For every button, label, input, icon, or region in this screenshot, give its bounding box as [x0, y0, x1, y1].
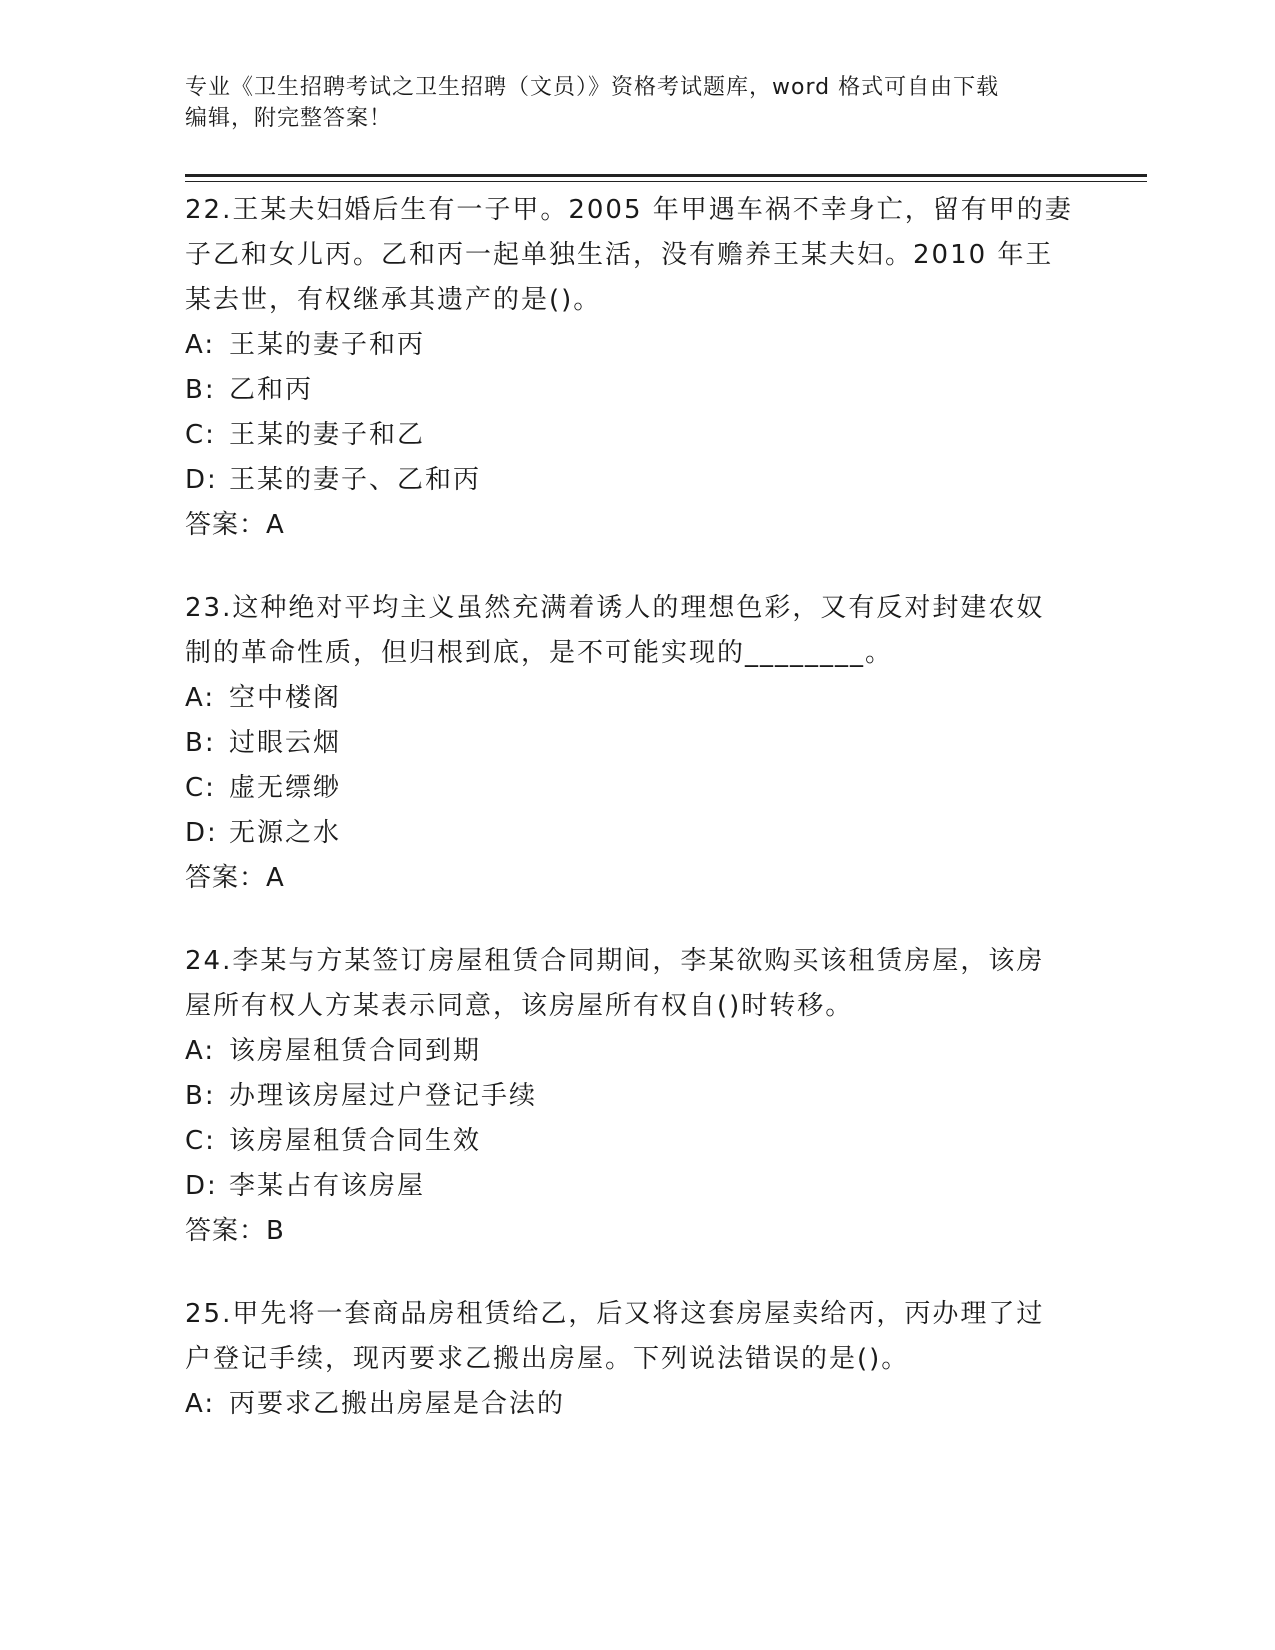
- option-key: D:: [185, 465, 218, 495]
- option-a: [185, 676, 1085, 721]
- answer-line: 答案：B: [185, 1216, 285, 1246]
- question-block: [185, 586, 1085, 901]
- option-d: [185, 1164, 1085, 1209]
- option-key: A:: [185, 683, 216, 713]
- question-list: [185, 188, 1085, 1465]
- option-text: 王某的妻子和丙: [229, 330, 426, 360]
- option-key: B:: [185, 1081, 216, 1111]
- option-key: B:: [185, 728, 216, 758]
- option-b: [185, 368, 1085, 413]
- question-text-line: 25.甲先将一套商品房租赁给乙，后又将这套房屋卖给丙，丙办理了过: [185, 1299, 1045, 1329]
- option-text: 虚无缥缈: [229, 773, 342, 803]
- question-text-line: 某去世，有权继承其遗产的是()。: [185, 285, 602, 315]
- question-block: [185, 939, 1085, 1254]
- question-text-line: 制的革命性质，但归根到底，是不可能实现的________。: [185, 638, 894, 668]
- option-key: A:: [185, 330, 216, 360]
- option-key: C:: [185, 1126, 216, 1156]
- option-a: [185, 323, 1085, 368]
- header-divider-thick: [185, 174, 1147, 177]
- option-a: [185, 1382, 1085, 1427]
- option-key: A:: [185, 1389, 216, 1419]
- option-text: 王某的妻子、乙和丙: [229, 465, 482, 495]
- answer-line: 答案：A: [185, 863, 285, 893]
- option-text: 王某的妻子和乙: [229, 420, 426, 450]
- option-text: 丙要求乙搬出房屋是合法的: [229, 1389, 566, 1419]
- option-text: 办理该房屋过户登记手续: [229, 1081, 538, 1111]
- option-text: 该房屋租赁合同到期: [229, 1036, 482, 1066]
- header-line-1: 专业《卫生招聘考试之卫生招聘（文员）》资格考试题库，word 格式可自由下载: [185, 75, 1000, 100]
- option-text: 过眼云烟: [229, 728, 342, 758]
- question-text-line: 户登记手续，现丙要求乙搬出房屋。下列说法错误的是()。: [185, 1344, 910, 1374]
- option-key: B:: [185, 375, 216, 405]
- question-text-line: 屋所有权人方某表示同意，该房屋所有权自()时转移。: [185, 991, 854, 1021]
- option-text: 该房屋租赁合同生效: [229, 1126, 482, 1156]
- option-b: [185, 1074, 1085, 1119]
- option-key: A:: [185, 1036, 216, 1066]
- option-c: [185, 1119, 1085, 1164]
- option-b: [185, 721, 1085, 766]
- question-block: [185, 188, 1085, 548]
- question-text-line: 22.王某夫妇婚后生有一子甲。2005 年甲遇车祸不幸身亡，留有甲的妻: [185, 195, 1073, 225]
- option-key: C:: [185, 420, 216, 450]
- option-text: 空中楼阁: [229, 683, 342, 713]
- option-key: D:: [185, 818, 218, 848]
- option-text: 乙和丙: [229, 375, 314, 405]
- option-key: C:: [185, 773, 216, 803]
- option-text: 无源之水: [229, 818, 342, 848]
- answer-line: 答案：A: [185, 510, 285, 540]
- question-block: [185, 1292, 1085, 1427]
- question-text-line: 子乙和女儿丙。乙和丙一起单独生活，没有赡养王某夫妇。2010 年王: [185, 240, 1054, 270]
- header-divider-thin: [185, 181, 1147, 182]
- document-header: [185, 72, 1085, 134]
- option-d: [185, 458, 1085, 503]
- header-line-2: 编辑，附完整答案！: [185, 106, 393, 131]
- question-text-line: 24.李某与方某签订房屋租赁合同期间，李某欲购买该租赁房屋，该房: [185, 946, 1045, 976]
- option-key: D:: [185, 1171, 218, 1201]
- question-text-line: 23.这种绝对平均主义虽然充满着诱人的理想色彩，又有反对封建农奴: [185, 593, 1045, 623]
- option-text: 李某占有该房屋: [229, 1171, 426, 1201]
- option-d: [185, 811, 1085, 856]
- option-a: [185, 1029, 1085, 1074]
- option-c: [185, 413, 1085, 458]
- option-c: [185, 766, 1085, 811]
